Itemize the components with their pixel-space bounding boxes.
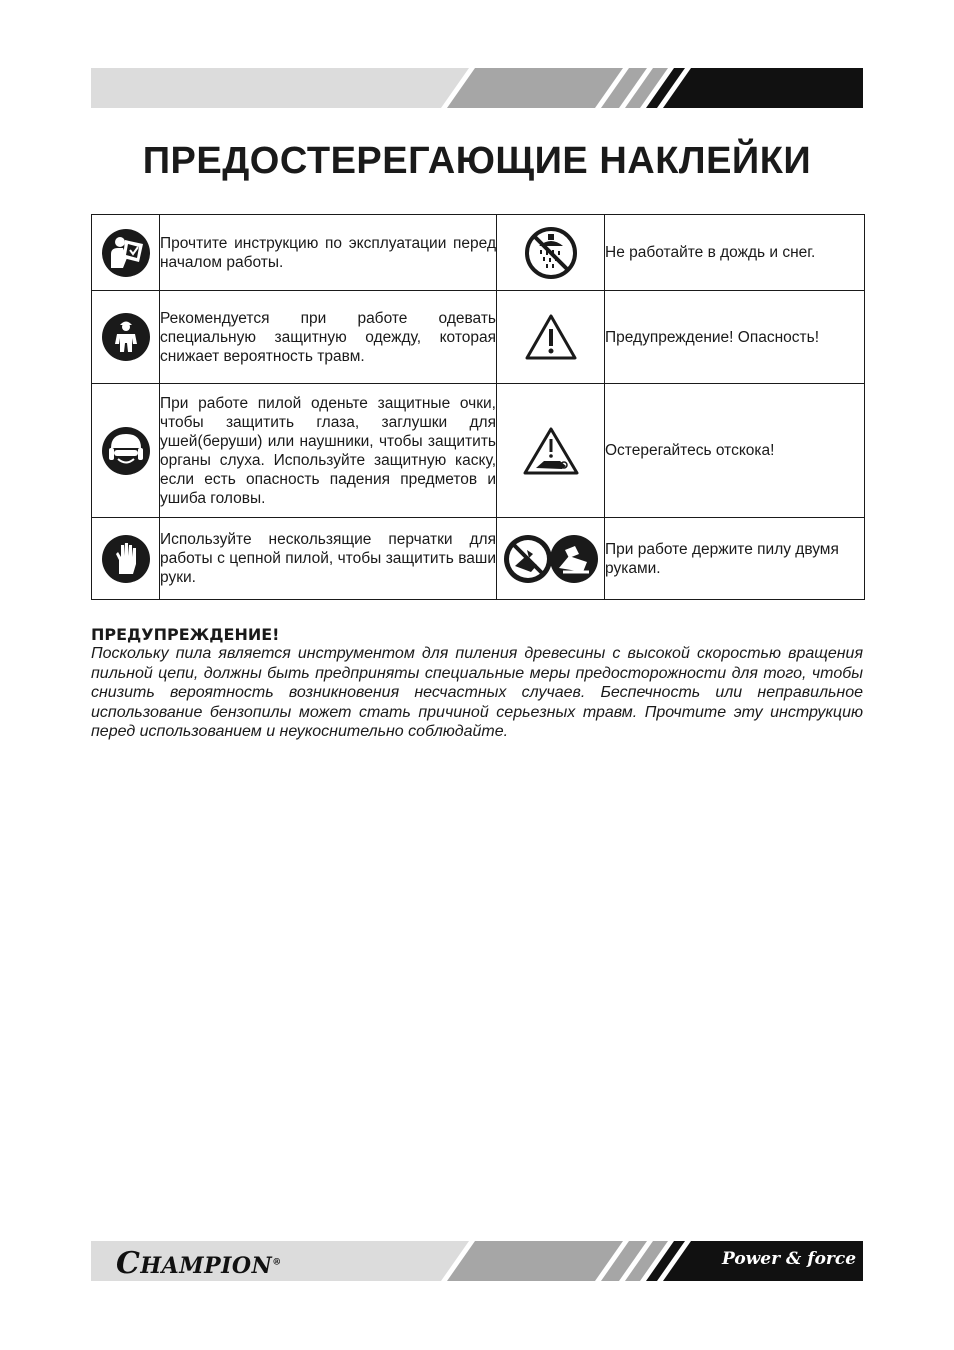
page-title: ПРЕДОСТЕРЕГАЮЩИЕ НАКЛЕЙКИ <box>142 140 812 182</box>
helmet-goggles-earmuffs-icon <box>101 426 151 476</box>
decal-row <box>92 518 865 600</box>
decal-text: Используйте нескользящие перчатки для работы с цепной пилой, чтобы защитить ваши руки. <box>160 518 497 600</box>
decal-text: Не работайте в дождь и снег. <box>605 215 865 291</box>
warning-heading: ПРЕДУПРЕЖДЕНИЕ! <box>91 625 280 644</box>
decal-icon-cell <box>497 215 605 291</box>
decal-icon-cell <box>497 384 605 518</box>
decal-text: Рекомендуется при работе одевать специальную защитную одежду, которая снижает вероятность травм. <box>160 291 497 384</box>
decal-text: Остерегайтесь отскока! <box>605 384 865 518</box>
footer-tagline: Power & force <box>722 1249 857 1269</box>
decal-row <box>92 215 865 291</box>
two-hands-icon <box>503 532 599 586</box>
decal-icon-cell <box>497 291 605 384</box>
warning-decals-table <box>91 214 865 600</box>
header-stripe-band <box>91 68 863 108</box>
protective-clothing-icon <box>101 312 151 362</box>
decal-text: При работе держите пилу двумя руками. <box>605 518 865 600</box>
decal-icon-cell <box>92 291 160 384</box>
kickback-warning-icon <box>522 426 580 476</box>
no-rain-icon <box>524 226 578 280</box>
decal-icon-cell <box>92 518 160 600</box>
decal-text: При работе пилой оденьте защитные очки, чтобы защитить глаза, заглушки для ушей(беруши) или наушники, чтобы защитить органы слуха. Используйте защитную каску, если есть опасность падения предметов и ушиба головы. <box>160 384 497 518</box>
champion-logo: CHAMPION® <box>116 1246 282 1281</box>
decal-icon-cell <box>92 215 160 291</box>
warning-triangle-icon <box>524 313 578 361</box>
gloves-icon <box>101 534 151 584</box>
decal-icon-cell <box>497 518 605 600</box>
decal-text: Прочтите инструкцию по эксплуатации перед началом работы. <box>160 215 497 291</box>
decal-row <box>92 291 865 384</box>
warning-body: Поскольку пила является инструментом для пиления древесины с высокой скоростью вращения пильной цепи, должны быть предприняты специальные меры предосторожности для того, чтобы снизить вероятность возникновения несчастных случаев. Беспечность или неправильное использование бензопилы может стать причиной серьезных травм. Прочтите эту инструкцию перед использованием и неукоснительно соблюдайте. <box>91 645 863 740</box>
decal-text: Предупреждение! Опасность! <box>605 291 865 384</box>
decal-row <box>92 384 865 518</box>
decal-icon-cell <box>92 384 160 518</box>
read-manual-icon <box>101 228 151 278</box>
